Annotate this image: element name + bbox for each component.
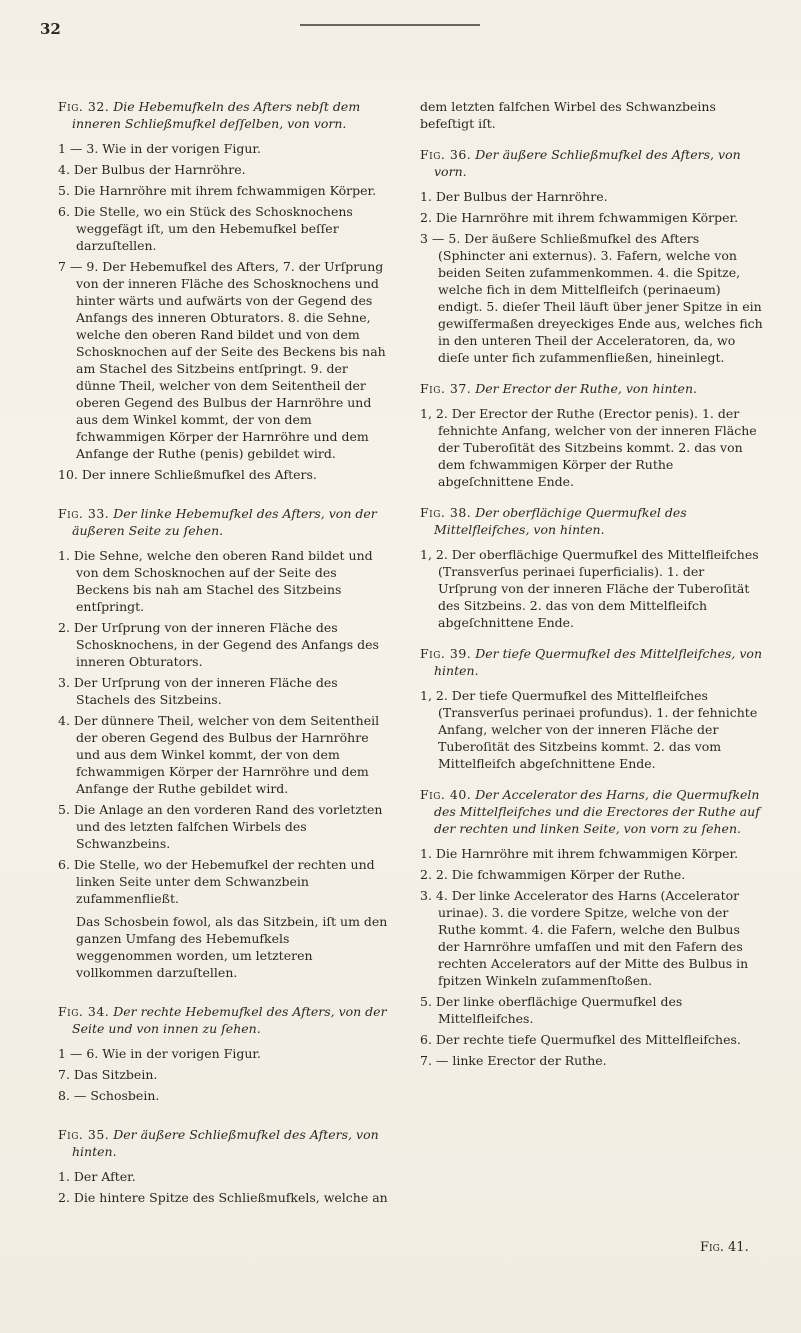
fig32-item: 7 — 9. Der Hebemufkel des Afters, 7. der Urſprung von der inneren Fläche des Schosknochens und hinter wärts und aufwärts von der Gegend des Anfangs des inneren Obturators. 8. die Sehne, welche den oberen Rand bildet und von dem Schosknochen auf der Seite des Beckens bis nah am Stachel des Sitzbeins entſpringt. 9. der dünne Theil, welcher von dem Seitentheil der oberen Gegend des Bulbus der Harnröhre und aus dem Winkel kommt, der von dem fchwammigen Körper der Harnröhre und dem Anfange der Ruthe (penis) gebildet wird. [58, 259, 386, 461]
fig35-title: Der äußere Schließmufkel des Afters, von hinten. [72, 1127, 379, 1159]
fig36-heading [420, 146, 765, 180]
catchword: Fig. 41. [700, 1240, 749, 1255]
fig36-item: 3 — 5. Der äußere Schließmufkel des Afters (Sphincter ani externus). 3. Fafern, welche von beiden Seiten zufammenkommen. 4. die Spitze, welche fich in dem Mittelfleifch (perinaeum) endigt. 5. dieſer Theil läuft über jener Spitze in ein gewiſfermaßen dreyeckiges Ende aus, welches fich in den unteren Theil der Acceleratoren, da, wo dieſe unter fich zufammenfließen, hineinlegt. [420, 231, 763, 365]
fig33-item: 1. Die Sehne, welche den oberen Rand bildet und von dem Schosknochen auf der Seite des Beckens bis nah am Stachel des Sitzbeins entſpringt. [58, 548, 373, 614]
fig37-title: Der Erector der Ruthe, von hinten. [475, 381, 697, 396]
fig33-item: 4. Der dünnere Theil, welcher von dem Seitentheil der oberen Gegend des Bulbus der Harnröhre und aus dem Winkel kommt, der von dem fchwammigen Körper der Harnröhre und dem Anfange der Ruthe gebildet wird. [58, 713, 380, 796]
fig32-item: 10. Der innere Schließmufkel des Afters. [58, 467, 317, 482]
fig39-heading [420, 645, 765, 679]
fig35-heading [58, 1126, 388, 1160]
fig40-item: 6. Der rechte tiefe Quermufkel des Mittelfleifches. [420, 1032, 741, 1047]
fig40-item: 3. 4. Der linke Accelerator des Harns (Accelerator urinae). 3. die vordere Spitze, welche von der Ruthe kommt. 4. die Fafern, welche den Bulbus der Harnröhre umfaſſen und mit den Fafern des rechten Accelerators auf der Mitte des Bulbus in fpitzen Winkeln zuſammenſtoßen. [420, 888, 749, 988]
left-column [58, 98, 388, 1210]
fig40-item: 1. Die Harnröhre mit ihrem fchwammigen Körper. [420, 846, 739, 861]
fig32-label: Fig. 32. [58, 99, 110, 114]
fig37-heading [420, 380, 765, 397]
fig34-label: Fig. 34. [58, 1004, 110, 1019]
fig32-item: 1 — 3. Wie in der vorigen Figur. [58, 141, 261, 156]
fig36-item: 1. Der Bulbus der Harnröhre. [420, 189, 608, 204]
fig32-item: 4. Der Bulbus der Harnröhre. [58, 162, 246, 177]
fig32-title: Die Hebemufkeln des Afters nebſt dem inneren Schließmufkel deſſelben, von vorn. [72, 99, 361, 131]
fig35-item: 2. Die hintere Spitze des Schließmufkels, welche an [58, 1190, 388, 1205]
fig34-item: 8. — Schosbein. [58, 1088, 160, 1103]
fig40-item: 5. Der linke oberflächige Quermufkel des Mittelfleifches. [420, 994, 683, 1026]
fig38-item: 1, 2. Der oberflächige Quermufkel des Mittelfleifches (Transverſus perinaei ſuperficialis). 1. der Urſprung von der inneren Fläche der Tuberoſität des Sitzbeins. 2. das von dem Mittelfleifch abgeſchnittene Ende. [420, 547, 759, 630]
fig32-item: 6. Die Stelle, wo ein Stück des Schosknochens weggefägt iſt, um den Hebemufkel beſſer darzuſtellen. [58, 204, 353, 253]
fig33-item: 2. Der Urſprung von der inneren Fläche des Schosknochens, in der Gegend des Anfangs des inneren Obturators. [58, 620, 379, 669]
fig39-item: 1, 2. Der tiefe Quermufkel des Mittelfleifches (Transverſus perinaei profundus). 1. der fehnichte Anfang, welcher von der inneren Fläche der Tuberoſität des Sitzbeins kommt. 2. das vom Mittelfleifch abgeſchnittene Ende. [420, 688, 758, 771]
fig35-label: Fig. 35. [58, 1127, 110, 1142]
header-rule [300, 24, 480, 26]
fig40-label: Fig. 40. [420, 787, 472, 802]
fig33-item: 6. Die Stelle, wo der Hebemufkel der rechten und linken Seite unter dem Schwanzbein zufammenfließt. [58, 857, 375, 906]
fig33-label: Fig. 33. [58, 506, 110, 521]
right-column [420, 98, 765, 1073]
fig33-item: 5. Die Anlage an den vorderen Rand des vorletzten und des letzten falfchen Wirbels des Schwanzbeins. [58, 802, 383, 851]
fig35-item: 1. Der After. [58, 1169, 136, 1184]
fig38-label: Fig. 38. [420, 505, 472, 520]
fig37-label: Fig. 37. [420, 381, 472, 396]
fig40-heading [420, 786, 765, 837]
fig32-item: 5. Die Harnröhre mit ihrem fchwammigen Körper. [58, 183, 377, 198]
fig37-item: 1, 2. Der Erector der Ruthe (Erector penis). 1. der fehnichte Anfang, welcher von der inneren Fläche der Tuberoſität des Sitzbeins kommt. 2. das von dem fchwammigen Körper der Ruthe abgeſchnittene Ende. [420, 406, 757, 489]
fig36-item: 2. Die Harnröhre mit ihrem fchwammigen Körper. [420, 210, 739, 225]
fig34-title: Der rechte Hebemufkel des Afters, von der Seite und von innen zu ſehen. [72, 1004, 387, 1036]
fig40-item: 2. 2. Die fchwammigen Körper der Ruthe. [420, 867, 686, 882]
continuation-text: dem letzten falfchen Wirbel des Schwanzbeins befeſtigt iſt. [420, 99, 716, 131]
page-number: 32 [40, 20, 61, 38]
fig38-title: Der oberflächige Quermufkel des Mittelfleifches, von hinten. [434, 505, 687, 537]
fig34-item: 1 — 6. Wie in der vorigen Figur. [58, 1046, 261, 1061]
fig33-heading [58, 505, 388, 539]
fig39-label: Fig. 39. [420, 646, 472, 661]
fig36-title: Der äußere Schließmufkel des Afters, von vorn. [434, 147, 741, 179]
fig39-title: Der tiefe Quermufkel des Mittelfleifches, von hinten. [434, 646, 762, 678]
fig32-heading [58, 98, 388, 132]
fig40-title: Der Accelerator des Harns, die Quermufkeln des Mittelfleifches und die Erectores der Ruthe auf der rechten und linken Seite, von vorn zu ſehen. [434, 787, 760, 836]
fig33-note: Das Schosbein fowol, als das Sitzbein, iſt um den ganzen Umfang des Hebemufkels weggenommen worden, um letzteren vollkommen darzuſtellen. [76, 914, 388, 980]
fig34-item: 7. Das Sitzbein. [58, 1067, 158, 1082]
fig36-label: Fig. 36. [420, 147, 472, 162]
fig33-title: Der linke Hebemufkel des Afters, von der äußeren Seite zu ſehen. [72, 506, 377, 538]
fig38-heading [420, 504, 765, 538]
fig33-item: 3. Der Urſprung von der inneren Fläche des Stachels des Sitzbeins. [58, 675, 338, 707]
fig40-item: 7. — linke Erector der Ruthe. [420, 1053, 607, 1068]
fig34-heading [58, 1003, 388, 1037]
